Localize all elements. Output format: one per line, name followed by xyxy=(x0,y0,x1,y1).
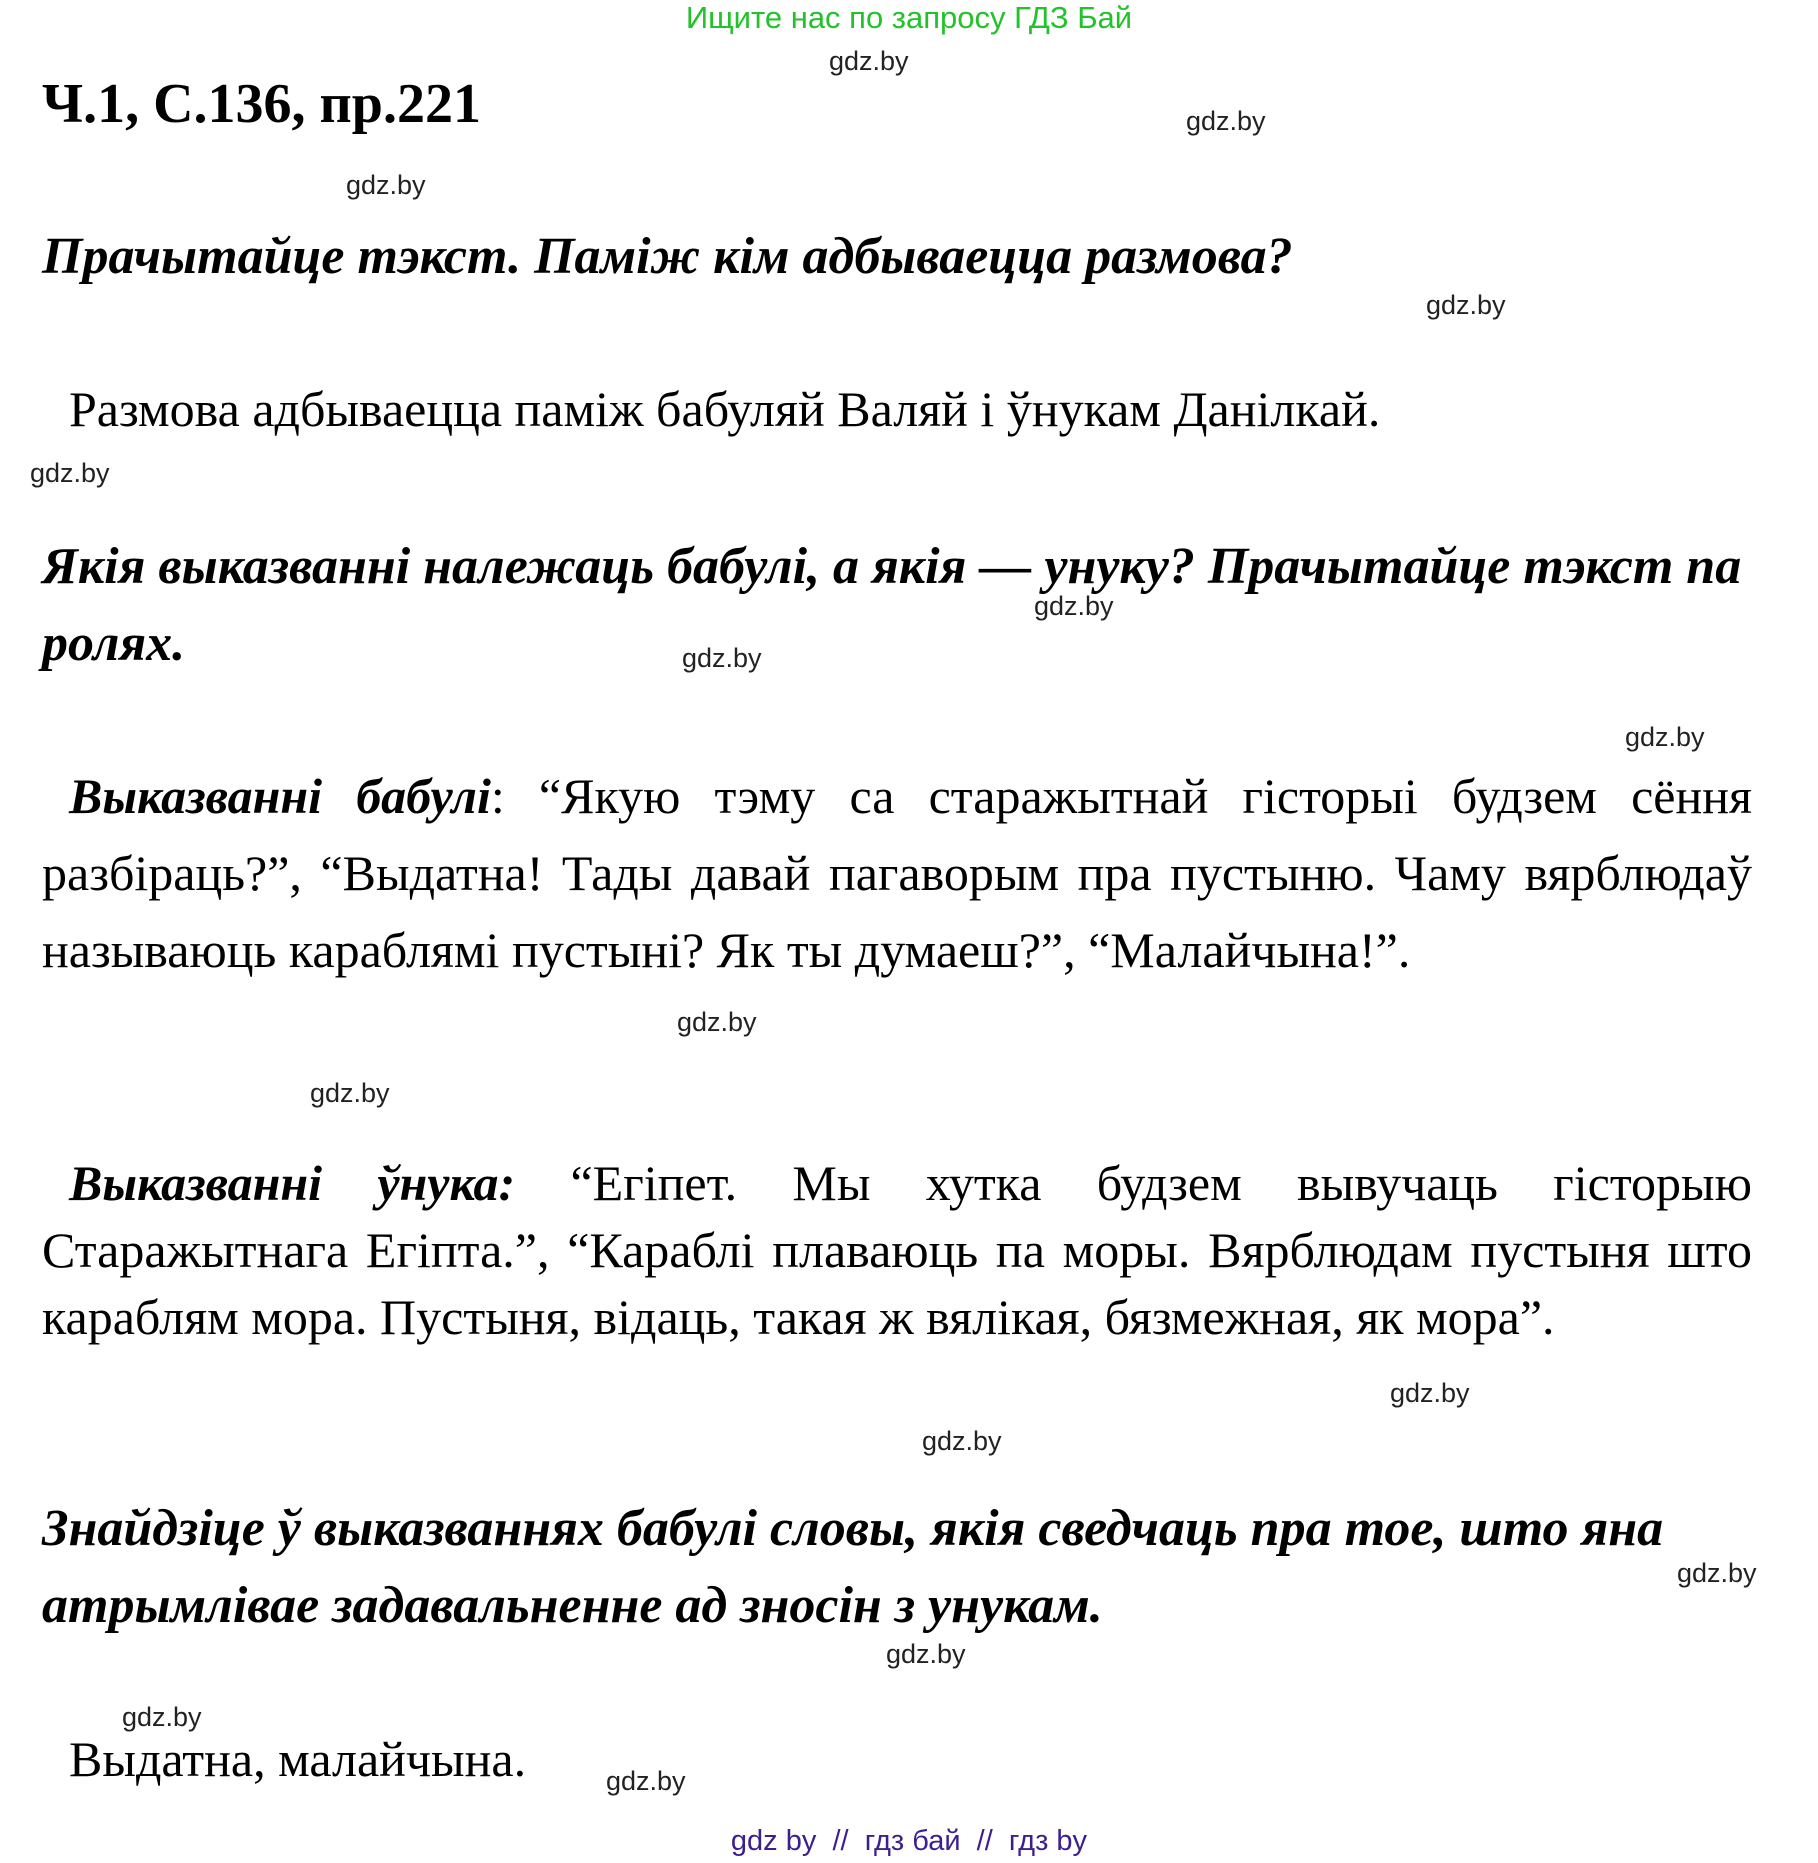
watermark: gdz.by xyxy=(30,458,110,488)
search-banner: Ищите нас по запросу ГДЗ Бай xyxy=(685,0,1133,35)
watermark: gdz.by xyxy=(682,643,762,673)
watermark: gdz.by xyxy=(1426,290,1506,320)
grandson-text: “Егіпет. Мы хутка будзем вывучаць гісторыю Старажытнага Егіпта.”, “Караблі плаваюць па моры. Вярблюдам пустыня што караблям мора. Пустыня, відаць, такая ж вялікая, бязмежная, як мора”. xyxy=(42,1155,1752,1345)
watermark: gdz.by xyxy=(122,1702,202,1732)
page-title: Ч.1, С.136, пр.221 xyxy=(42,73,481,135)
grandson-label: Выказванні ўнука: xyxy=(69,1155,516,1211)
watermark: gdz.by xyxy=(1034,591,1114,621)
answer-1: Размова адбываецца паміж бабуляй Валяй і ўнукам Данілкай. xyxy=(69,381,1381,437)
watermark: gdz.by xyxy=(1390,1378,1470,1408)
watermark: gdz.by xyxy=(677,1007,757,1037)
watermark: gdz.by xyxy=(1625,722,1705,752)
watermark: gdz.by xyxy=(346,170,426,200)
grandma-label: Выказванні бабулі xyxy=(69,768,491,824)
watermark: gdz.by xyxy=(606,1766,686,1796)
grandma-text: : “Якую тэму са старажытнай гісторыі будзем сёння разбіраць?”, “Выдатна! Тады давай пагаворым пра пустыню. Чаму вярблюдаў называюць караблямі пустыні? Як ты думаеш?”, “Малайчына!”. xyxy=(42,768,1752,978)
question-3: Знайдзіце ў выказваннях бабулі словы, якія сведчаць пра тое, што яна атрымлівае задавальненне ад зносін з унукам. xyxy=(42,1500,1664,1634)
question-2: Якія выказванні належаць бабулі, а якія — унуку? Прачытайце тэкст па ролях. xyxy=(42,538,1742,672)
watermark: gdz.by xyxy=(829,46,909,76)
watermark: gdz.by xyxy=(310,1078,390,1108)
grandson-statements xyxy=(42,1150,1752,1351)
footer-links[interactable]: gdz by // гдз бай // гдз by xyxy=(730,1825,1088,1857)
watermark: gdz.by xyxy=(1677,1558,1757,1588)
question-1: Прачытайце тэкст. Паміж кім адбываецца размова? xyxy=(42,228,1293,285)
answer-3: Выдатна, малайчына. xyxy=(69,1731,527,1787)
grandma-statements xyxy=(42,758,1752,989)
watermark: gdz.by xyxy=(886,1639,966,1669)
watermark: gdz.by xyxy=(922,1426,1002,1456)
watermark: gdz.by xyxy=(1186,106,1266,136)
